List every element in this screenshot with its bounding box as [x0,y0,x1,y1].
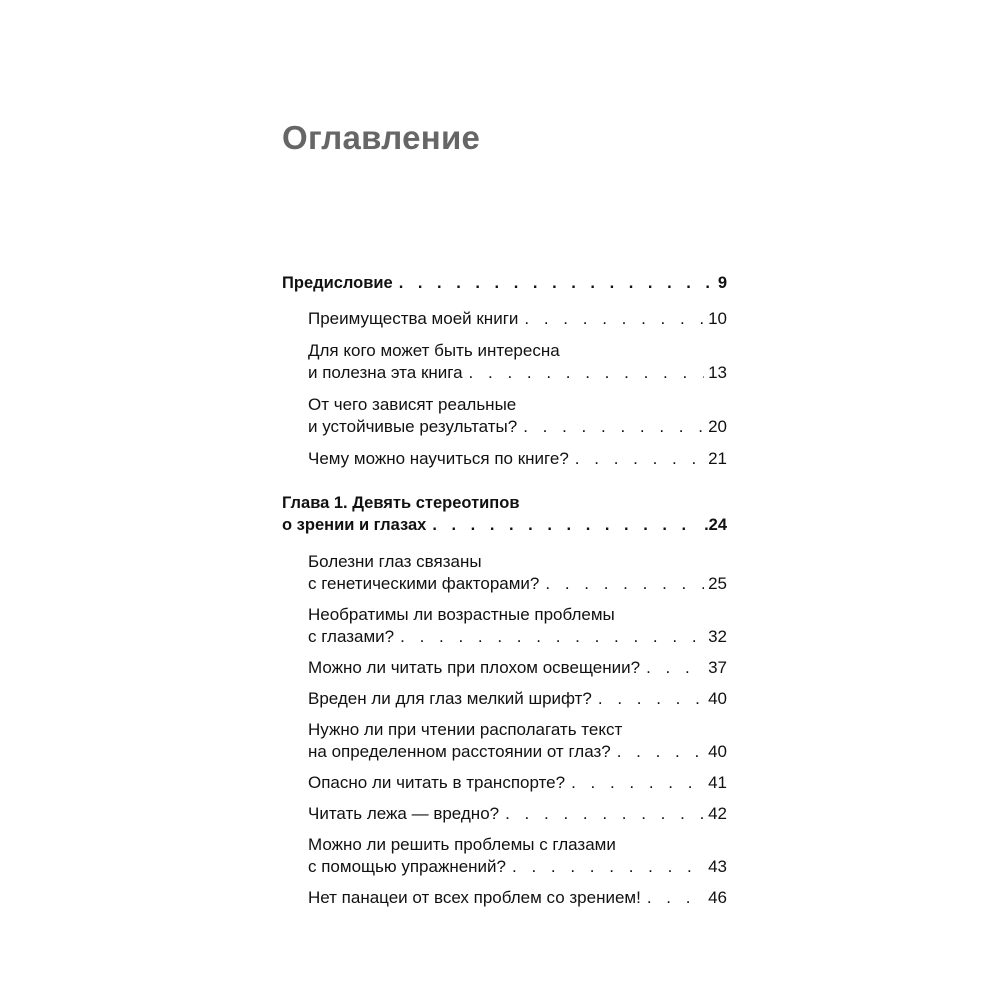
toc-entry[interactable] [308,340,727,384]
toc-entry-line [308,573,727,595]
toc-entry[interactable] [308,604,727,648]
toc-entry-line [308,741,727,763]
toc-entry-title: Нужно ли при чтении располагать текст [308,720,623,739]
toc-entry-chapter-1[interactable] [282,492,727,536]
toc-entry-line [308,626,727,648]
toc-entry[interactable] [308,551,727,595]
toc-entry[interactable] [308,448,727,470]
dot-leader [545,573,704,595]
toc-page-number: 42 [708,804,727,823]
dot-leader [400,626,704,648]
dot-leader [432,514,700,536]
dot-leader [505,803,704,825]
toc-entry-line [282,514,727,536]
toc-entry-preface[interactable] [282,272,727,294]
toc-page-number: 43 [708,857,727,876]
toc-entry-title-cont: о зрении и глазах [282,516,427,534]
dot-leader [575,448,704,470]
toc-entry-title: Вреден ли для глаз мелкий шрифт? [308,689,592,708]
toc-entry-title: От чего зависят реальные [308,395,517,414]
toc-page-number: 46 [708,888,727,907]
dot-leader [399,272,714,294]
toc-entry-line [282,272,727,294]
toc-entry-title: Чему можно научиться по книге? [308,449,569,468]
toc-page-number: 10 [708,309,727,328]
toc-page-number: 32 [708,627,727,646]
toc-page-number: 9 [717,274,727,292]
preface-sections [282,308,727,480]
toc-entry[interactable] [308,834,727,878]
toc-entry-title: Можно ли читать при плохом освещении? [308,658,641,677]
toc-page-number: 13 [708,363,727,382]
toc-entry-line [308,308,727,330]
toc-page-number: 40 [708,689,727,708]
toc-entry-title: Нет панацеи от всех проблем со зрением! [308,888,641,907]
toc-entry-title: Для кого может быть интересна [308,341,560,360]
dot-leader [571,772,704,794]
toc-entry[interactable] [308,394,727,438]
dot-leader [523,416,704,438]
dot-leader [617,741,704,763]
toc-entry-title-cont: с помощью упражнений? [308,857,507,876]
toc-page-number: .24 [704,516,727,534]
toc-entry-title: Преимущества моей книги [308,309,519,328]
toc-entry[interactable] [308,657,727,679]
toc-entry-line [308,657,727,679]
toc-entry-line [308,772,727,794]
toc-entry-title-cont: и полезна эта книга [308,363,463,382]
toc-entry-line [308,416,727,438]
toc-entry-line [308,856,727,878]
toc-page-number: 20 [708,417,727,436]
toc-page-number: 37 [708,658,727,677]
toc-entry-title: Необратимы ли возрастные проблемы [308,605,615,624]
dot-leader [598,688,704,710]
toc-entry[interactable] [308,308,727,330]
toc-entry-line [308,362,727,384]
dot-leader [647,887,704,909]
dot-leader [469,362,705,384]
page-title: Оглавление [282,119,481,156]
dot-leader [512,856,704,878]
toc-entry-line [308,887,727,909]
toc-entry-line [308,448,727,470]
toc-page-number: 21 [708,449,727,468]
toc-entry-title-cont: с генетическими факторами? [308,574,540,593]
toc-entry-line [308,688,727,710]
toc-entry[interactable] [308,688,727,710]
toc-entry[interactable] [308,772,727,794]
dot-leader [524,308,704,330]
toc-entry-title: Можно ли решить проблемы с глазами [308,835,616,854]
toc-entry[interactable] [308,803,727,825]
toc-entry-title: Болезни глаз связаны [308,552,482,571]
toc-entry-title-cont: с глазами? [308,627,395,646]
toc-entry[interactable] [308,887,727,909]
toc-entry-title-cont: на определенном расстоянии от глаз? [308,742,611,761]
toc-entry-title: Глава 1. Девять стереотипов [282,494,520,512]
toc-page-number: 41 [708,773,727,792]
toc-entry-title: Предисловие [282,274,393,292]
toc-entry-title: Опасно ли читать в транспорте? [308,773,566,792]
dot-leader [646,657,704,679]
toc-entry-title: Читать лежа — вредно? [308,804,500,823]
toc-entry-title-cont: и устойчивые результаты? [308,417,518,436]
toc-entry-line [308,803,727,825]
toc-page-number: 25 [708,574,727,593]
chapter-1-sections [282,551,727,918]
toc-entry[interactable] [308,719,727,763]
toc-page-number: 40 [708,742,727,761]
